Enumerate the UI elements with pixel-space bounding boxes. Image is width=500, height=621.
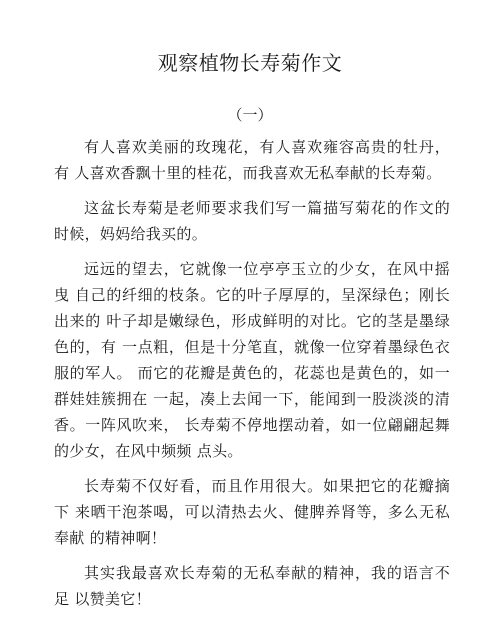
paragraph-4: 长寿菊不仅好看，而且作用很大。如果把它的花瓣摘下 来晒干泡茶喝，可以清热去火、健脾养肾等，多么无私奉献 的精神啊！: [54, 477, 450, 547]
paragraph-2: 这盆长寿菊是老师要求我们写一篇描写菊花的作文的 时候，妈妈给我买的。: [54, 199, 450, 243]
paragraph-1: 有人喜欢美丽的玫瑰花，有人喜欢雍容高贵的牡丹，有 人喜欢香飘十里的桂花，而我喜欢无私奉献的长寿菊。: [54, 138, 450, 182]
paragraph-5: 其实我最喜欢长寿菊的无私奉献的精神，我的语言不足 以赞美它！: [54, 564, 450, 608]
section-number: （一）: [227, 106, 273, 124]
document-body: [54, 134, 450, 621]
paragraph-3: 远远的望去，它就像一位亭亭玉立的少女，在风中摇曳 自己的纤细的枝条。它的叶子厚厚的，呈深绿色；刚长出来的 叶子却是嫩绿色，形成鲜明的对比。它的茎是墨绿色的，有 一点粗，但是十分笔直，就像一位穿着墨绿色衣服的军人。 而它的花瓣是黄色的，花蕊也是黄色的，如一群娃娃簇拥在 一起，凑上去闻一下，能闻到一股淡淡的清香。一阵风吹来， 长寿菊不停地摆动着，如一位翩翩起舞的少女，在风中频频 点头。: [54, 260, 450, 460]
document-title: 观察植物长寿菊作文: [157, 51, 343, 75]
